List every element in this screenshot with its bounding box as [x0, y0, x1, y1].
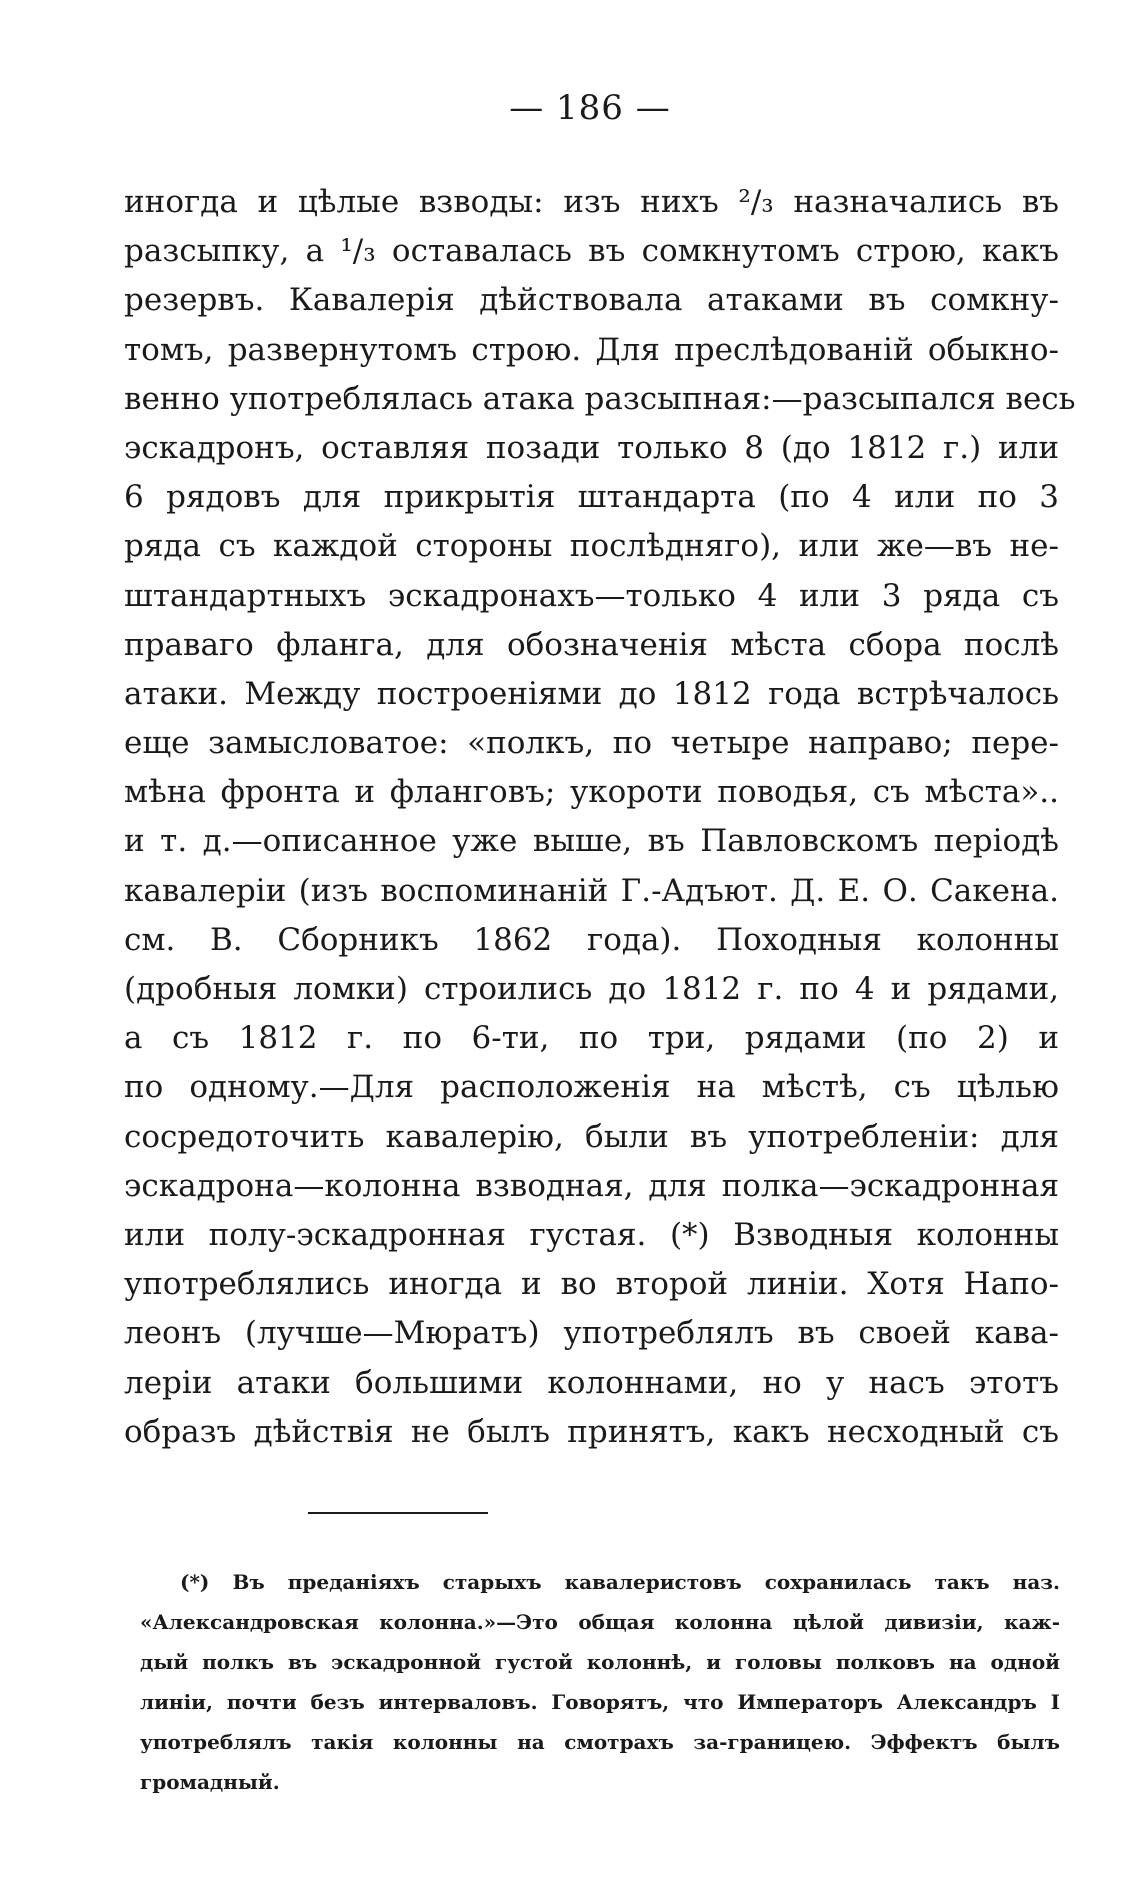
footnote-line: дый полкъ въ эскадронной густой колоннѣ, и головы полковъ на одной: [140, 1650, 1060, 1674]
body-line: ряда съ каждой стороны послѣдняго), или же—въ не-: [124, 528, 1059, 565]
body-line: см. В. Сборникъ 1862 года). Походныя колонны: [124, 921, 1059, 958]
footnote: [140, 1562, 1060, 1802]
body-line: резервъ. Кавалерія дѣйствовала атаками въ сомкну-: [124, 282, 1059, 319]
footnote-line: громадный.: [140, 1770, 280, 1794]
body-line: штандартныхъ эскадронахъ—только 4 или 3 ряда съ: [124, 577, 1059, 614]
page-number: — 186 —: [509, 88, 671, 128]
body-line: леріи атаки большими колоннами, но у насъ этотъ: [124, 1364, 1059, 1401]
body-line: и т. д.—описанное уже выше, въ Павловскомъ періодѣ: [124, 823, 1059, 860]
body-line: (дробныя ломки) строились до 1812 г. по 4 и рядами,: [124, 971, 1059, 1007]
body-line: венно употреблялась атака разсыпная:—разсыпался весь: [124, 380, 1076, 417]
body-line: леонъ (лучше—Мюратъ) употреблялъ въ своей кава-: [124, 1315, 1059, 1352]
body-line: еще замысловатое: «полкъ, по четыре направо; пере-: [124, 725, 1059, 762]
body-line: образъ дѣйствія не былъ принятъ, какъ несходный съ: [124, 1413, 1059, 1450]
body-line: разсыпку, а ¹/₃ оставалась въ сомкнутомъ строю, какъ: [124, 233, 1059, 270]
body-line: эскадрона—колонна взводная, для полка—эскадронная: [124, 1167, 1059, 1204]
body-line: кавалеріи (изъ воспоминаній Г.-Адъют. Д. Е. О. Сакена.: [124, 872, 1059, 909]
body-line: а съ 1812 г. по 6-ти, по три, рядами (по 2) и: [124, 1020, 1059, 1057]
footnote-line: линіи, почти безъ интерваловъ. Говорятъ, что Императоръ Александръ I: [140, 1690, 1060, 1714]
body-line: праваго фланга, для обозначенія мѣста сбора послѣ: [124, 626, 1059, 663]
body-line: 6 рядовъ для прикрытія штандарта (по 4 или по 3: [124, 479, 1059, 516]
footnote-line: «Александровская колонна.»—Это общая колонна цѣлой дивизіи, каж-: [140, 1610, 1060, 1634]
body-line: томъ, развернутомъ строю. Для преслѣдованій обыкно-: [124, 331, 1059, 368]
footnote-line: (*) Въ преданіяхъ старыхъ кавалеристовъ сохранилась такъ наз.: [180, 1570, 1060, 1594]
body-line: эскадронъ, оставляя позади только 8 (до 1812 г.) или: [124, 429, 1059, 466]
body-line: мѣна фронта и фланговъ; укороти поводья, съ мѣста»..: [124, 774, 1059, 811]
body-line: атаки. Между построеніями до 1812 года встрѣчалось: [124, 675, 1059, 712]
body-line: употреблялись иногда и во второй линіи. Хотя Напо-: [124, 1266, 1059, 1303]
footnote-line: употреблялъ такія колонны на смотрахъ за-границею. Эффектъ былъ: [140, 1730, 1060, 1754]
body-text: [124, 178, 1076, 1457]
body-line: или полу-эскадронная густая. (*) Взводныя колонны: [124, 1216, 1059, 1253]
body-line: сосредоточить кавалерію, были въ употребленіи: для: [124, 1118, 1059, 1155]
footnote-divider: [308, 1512, 488, 1514]
body-line: по одному.—Для расположенія на мѣстѣ, съ цѣлью: [124, 1069, 1059, 1106]
body-line: иногда и цѣлые взводы: изъ нихъ ²/₃ назначались въ: [124, 184, 1059, 220]
